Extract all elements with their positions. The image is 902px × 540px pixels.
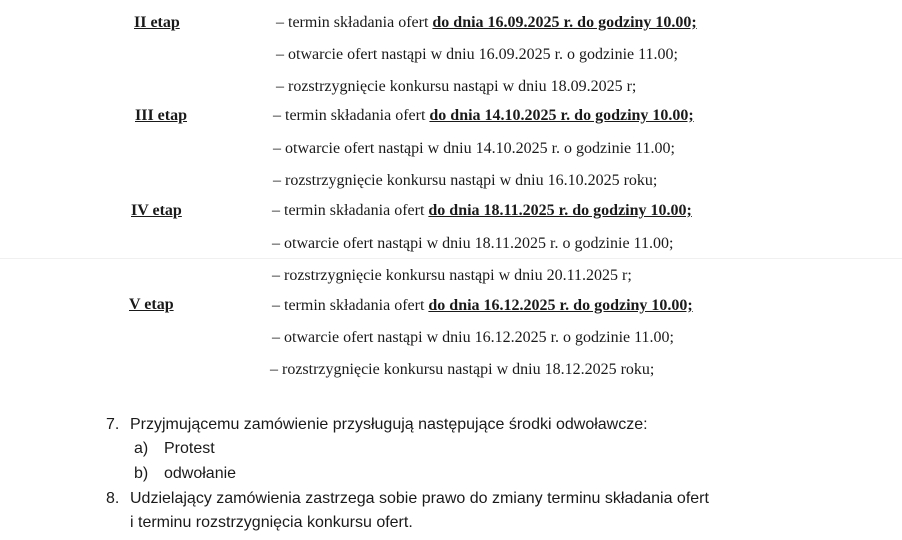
item-7a-text: Protest (164, 440, 215, 457)
stage-label-iii: III etap (135, 107, 188, 124)
stage-iv-resolution-line: – rozstrzygnięcie konkursu nastąpi w dniu 20.11.2025 r; (272, 267, 632, 284)
item-8-number: 8. (106, 490, 120, 507)
stage-iv-submission-line (272, 202, 692, 220)
stage-iv-opening-line: – otwarcie ofert nastąpi w dniu 18.11.2025 r. o godzinie 11.00; (272, 235, 674, 252)
stage-label-iv: IV etap (131, 202, 182, 219)
submission-prefix: – termin składania ofert (273, 107, 430, 124)
item-8-text-line2: i terminu rozstrzygnięcia konkursu ofert. (130, 514, 413, 531)
submission-deadline: do dnia 16.09.2025 r. do godziny 10.00; (432, 14, 697, 31)
stage-label-ii: II etap (134, 14, 180, 31)
stage-iii-submission-line (273, 107, 694, 125)
stage-v-opening-line: – otwarcie ofert nastąpi w dniu 16.12.2025 r. o godzinie 11.00; (272, 329, 674, 346)
stage-ii-resolution-line: – rozstrzygnięcie konkursu nastąpi w dniu 18.09.2025 r; (276, 78, 637, 95)
stage-label-v: V etap (129, 296, 174, 313)
item-7-text: Przyjmującemu zamówienie przysługują następujące środki odwoławcze: (130, 416, 648, 433)
stage-iii-opening-line: – otwarcie ofert nastąpi w dniu 14.10.2025 r. o godzinie 11.00; (273, 140, 675, 157)
stage-iii-resolution-line: – rozstrzygnięcie konkursu nastąpi w dniu 16.10.2025 roku; (273, 172, 658, 189)
stage-v-resolution-line: – rozstrzygnięcie konkursu nastąpi w dniu 18.12.2025 roku; (270, 361, 655, 378)
submission-deadline: do dnia 14.10.2025 r. do godziny 10.00; (429, 107, 694, 124)
item-7b-label: b) (134, 465, 149, 482)
stage-v-submission-line (272, 297, 693, 315)
stage-ii-opening-line: – otwarcie ofert nastąpi w dniu 16.09.2025 r. o godzinie 11.00; (276, 46, 678, 63)
item-8-text-line1: Udzielający zamówienia zastrzega sobie prawo do zmiany terminu składania ofert (130, 490, 709, 507)
item-7b-text: odwołanie (164, 465, 237, 482)
scan-artifact-line (0, 258, 902, 259)
submission-prefix: – termin składania ofert (276, 14, 433, 31)
stage-ii-submission-line (276, 14, 697, 32)
item-7a-label: a) (134, 440, 149, 457)
submission-prefix: – termin składania ofert (272, 297, 429, 314)
submission-deadline: do dnia 18.11.2025 r. do godziny 10.00; (428, 202, 692, 219)
item-7-number: 7. (106, 416, 120, 433)
submission-deadline: do dnia 16.12.2025 r. do godziny 10.00; (428, 297, 693, 314)
submission-prefix: – termin składania ofert (272, 202, 429, 219)
